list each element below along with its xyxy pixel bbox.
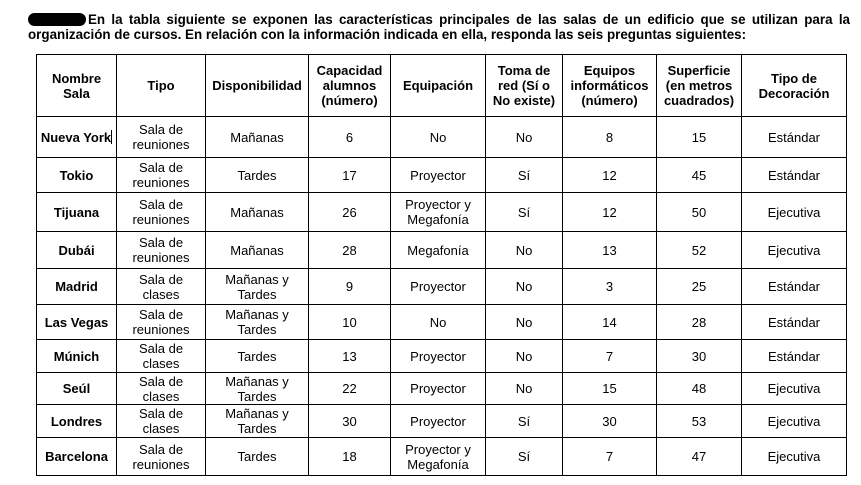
cell-capacidad: 26 — [309, 193, 391, 232]
cell-superficie: 30 — [657, 340, 742, 373]
cell-equipos-informaticos: 14 — [563, 305, 657, 340]
cell-equipacion: Proyector — [391, 405, 486, 438]
cell-nombre-sala: Londres — [37, 405, 117, 438]
cell-superficie: 45 — [657, 158, 742, 193]
cell-superficie: 52 — [657, 232, 742, 269]
cell-equipos-informaticos: 7 — [563, 438, 657, 476]
header-superficie: Superficie (en metros cuadrados) — [657, 55, 742, 117]
cell-decoracion: Ejecutiva — [742, 373, 847, 405]
text-caret — [111, 130, 112, 144]
cell-toma-red: Sí — [486, 158, 563, 193]
cell-tipo: Sala de clases — [117, 269, 206, 305]
cell-superficie: 47 — [657, 438, 742, 476]
cell-toma-red: Sí — [486, 405, 563, 438]
cell-nombre-sala: Tokio — [37, 158, 117, 193]
cell-superficie: 50 — [657, 193, 742, 232]
header-disponibilidad: Disponibilidad — [206, 55, 309, 117]
cell-toma-red: No — [486, 340, 563, 373]
cell-nombre-sala: Tijuana — [37, 193, 117, 232]
cell-decoracion: Estándar — [742, 340, 847, 373]
cell-toma-red: No — [486, 117, 563, 158]
cell-equipos-informaticos: 12 — [563, 158, 657, 193]
table-row — [37, 438, 847, 476]
cell-superficie: 53 — [657, 405, 742, 438]
cell-capacidad: 30 — [309, 405, 391, 438]
cell-disponibilidad: Mañanas — [206, 193, 309, 232]
cell-equipos-informaticos: 8 — [563, 117, 657, 158]
header-decoracion: Tipo de Decoración — [742, 55, 847, 117]
cell-capacidad: 13 — [309, 340, 391, 373]
cell-superficie: 25 — [657, 269, 742, 305]
cell-tipo: Sala de reuniones — [117, 232, 206, 269]
cell-nombre-sala: Madrid — [37, 269, 117, 305]
cell-nombre-sala: Dubái — [37, 232, 117, 269]
cell-nombre-sala: Seúl — [37, 373, 117, 405]
cell-disponibilidad: Mañanas y Tardes — [206, 269, 309, 305]
cell-superficie: 15 — [657, 117, 742, 158]
cell-equipos-informaticos: 7 — [563, 340, 657, 373]
cell-tipo: Sala de clases — [117, 340, 206, 373]
header-equipacion: Equipación — [391, 55, 486, 117]
cell-nombre-sala: Múnich — [37, 340, 117, 373]
cell-equipos-informaticos: 3 — [563, 269, 657, 305]
cell-equipos-informaticos: 15 — [563, 373, 657, 405]
cell-toma-red: No — [486, 269, 563, 305]
rooms-table — [36, 54, 847, 476]
cell-capacidad: 10 — [309, 305, 391, 340]
cell-tipo: Sala de reuniones — [117, 117, 206, 158]
table-row — [37, 232, 847, 269]
cell-disponibilidad: Tardes — [206, 438, 309, 476]
table-row — [37, 269, 847, 305]
cell-toma-red: Sí — [486, 438, 563, 476]
cell-decoracion: Ejecutiva — [742, 405, 847, 438]
cell-disponibilidad: Mañanas — [206, 117, 309, 158]
cell-toma-red: No — [486, 232, 563, 269]
cell-equipos-informaticos: 12 — [563, 193, 657, 232]
header-row — [37, 55, 847, 117]
table-row — [37, 158, 847, 193]
cell-toma-red: No — [486, 305, 563, 340]
cell-equipos-informaticos: 13 — [563, 232, 657, 269]
cell-equipacion: No — [391, 305, 486, 340]
cell-decoracion: Estándar — [742, 305, 847, 340]
table-row — [37, 373, 847, 405]
cell-equipacion: Proyector — [391, 158, 486, 193]
cell-capacidad: 6 — [309, 117, 391, 158]
cell-disponibilidad: Mañanas y Tardes — [206, 373, 309, 405]
cell-capacidad: 22 — [309, 373, 391, 405]
cell-equipacion: Proyector — [391, 269, 486, 305]
cell-equipacion: Proyector y Megafonía — [391, 438, 486, 476]
cell-tipo: Sala de clases — [117, 405, 206, 438]
cell-decoracion: Estándar — [742, 158, 847, 193]
cell-capacidad: 9 — [309, 269, 391, 305]
cell-tipo: Sala de reuniones — [117, 158, 206, 193]
cell-tipo: Sala de reuniones — [117, 193, 206, 232]
table-row — [37, 117, 847, 158]
cell-disponibilidad: Mañanas y Tardes — [206, 405, 309, 438]
cell-tipo: Sala de reuniones — [117, 438, 206, 476]
cell-disponibilidad: Mañanas — [206, 232, 309, 269]
header-toma-red: Toma de red (Sí o No existe) — [486, 55, 563, 117]
intro-paragraph — [28, 12, 850, 42]
cell-capacidad: 17 — [309, 158, 391, 193]
cell-equipacion: Proyector — [391, 373, 486, 405]
cell-disponibilidad: Mañanas y Tardes — [206, 305, 309, 340]
cell-nombre-sala: Las Vegas — [37, 305, 117, 340]
cell-decoracion: Ejecutiva — [742, 232, 847, 269]
cell-equipacion: Megafonía — [391, 232, 486, 269]
cell-toma-red: No — [486, 373, 563, 405]
cell-superficie: 28 — [657, 305, 742, 340]
cell-tipo: Sala de clases — [117, 373, 206, 405]
cell-equipacion: No — [391, 117, 486, 158]
cell-decoracion: Estándar — [742, 269, 847, 305]
cell-equipacion: Proyector — [391, 340, 486, 373]
table-row — [37, 305, 847, 340]
cell-decoracion: Ejecutiva — [742, 438, 847, 476]
cell-tipo: Sala de reuniones — [117, 305, 206, 340]
cell-nombre-sala: Nueva York — [37, 117, 117, 158]
cell-decoracion: Ejecutiva — [742, 193, 847, 232]
cell-disponibilidad: Tardes — [206, 158, 309, 193]
header-capacidad: Capacidad alumnos (número) — [309, 55, 391, 117]
cell-capacidad: 28 — [309, 232, 391, 269]
header-tipo: Tipo — [117, 55, 206, 117]
cell-toma-red: Sí — [486, 193, 563, 232]
cell-nombre-sala: Barcelona — [37, 438, 117, 476]
cell-disponibilidad: Tardes — [206, 340, 309, 373]
table-row — [37, 340, 847, 373]
table-row — [37, 405, 847, 438]
cell-decoracion: Estándar — [742, 117, 847, 158]
cell-equipacion: Proyector y Megafonía — [391, 193, 486, 232]
cell-capacidad: 18 — [309, 438, 391, 476]
table-row — [37, 193, 847, 232]
header-equipos-informaticos: Equipos informáticos (número) — [563, 55, 657, 117]
header-nombre-sala: Nombre Sala — [37, 55, 117, 117]
redacted-label — [28, 13, 86, 26]
cell-superficie: 48 — [657, 373, 742, 405]
cell-equipos-informaticos: 30 — [563, 405, 657, 438]
intro-text: En la tabla siguiente se exponen las características principales de las salas de un edificio que se utilizan para la organización de cursos. En relación con la información indicada en ella, responda las seis preguntas siguientes: — [28, 12, 850, 42]
